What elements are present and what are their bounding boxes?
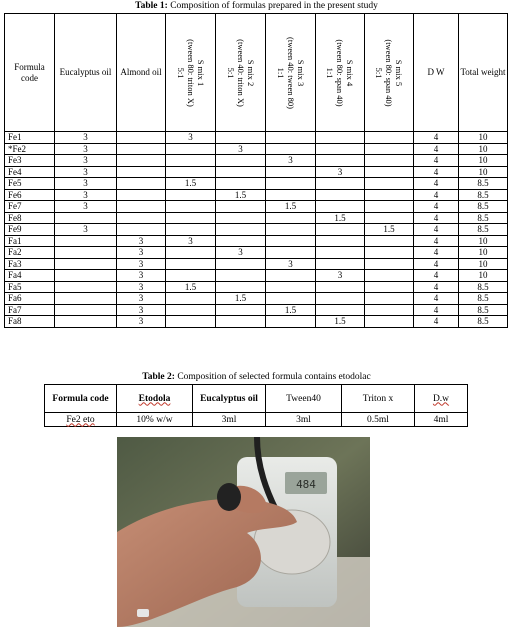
cell-smix1: 3: [166, 132, 216, 144]
table1-caption-text: Composition of formulas prepared in the present study: [167, 1, 378, 11]
header-smix4: [316, 14, 365, 132]
smix4-line1: S mix 4: [345, 59, 355, 86]
table-row: [5, 247, 508, 259]
cell-smix5: [365, 281, 414, 293]
cell-smix2: 1.5: [216, 189, 266, 201]
cell-dw: 4: [414, 189, 459, 201]
cell-smix4: [316, 304, 365, 316]
cell-dw: 4: [414, 235, 459, 247]
cell-smix2: [216, 178, 266, 190]
cell-smix5: [365, 258, 414, 270]
cell-total-weight: 8.5: [459, 304, 508, 316]
table-row: [5, 281, 508, 293]
cell-eucalyptus: [55, 212, 117, 224]
cell-code: Fa4: [5, 270, 55, 282]
cell-smix1: [166, 155, 216, 167]
cell-code: Fa3: [5, 258, 55, 270]
t2-header-formula-code: Formula code: [45, 385, 117, 413]
cell-code: Fe6: [5, 189, 55, 201]
cell-smix2: 1.5: [216, 293, 266, 305]
smix5-line3: 5:1: [374, 67, 384, 78]
cell-almond: 3: [117, 247, 166, 259]
cell-smix3: [266, 143, 316, 155]
cell-almond: 3: [117, 316, 166, 328]
cell-smix1: [166, 247, 216, 259]
cell-smix3: [266, 224, 316, 236]
cell-smix4: [316, 224, 365, 236]
t2-header-eucalyptus-oil: Eucalyptus oil: [193, 385, 266, 413]
cell-dw: 4: [414, 316, 459, 328]
cell-total-weight: 10: [459, 143, 508, 155]
cell-eucalyptus: 3: [55, 132, 117, 144]
cell-smix2: [216, 166, 266, 178]
cell-code: Fe1: [5, 132, 55, 144]
cell-code: Fa5: [5, 281, 55, 293]
table1-caption-label: Table 1:: [135, 1, 168, 11]
cell-total-weight: 10: [459, 235, 508, 247]
cell-eucalyptus: 3: [55, 155, 117, 167]
cell-smix4: [316, 155, 365, 167]
cell-code: Fe5: [5, 178, 55, 190]
t2-cell-eucalyptus: 3ml: [193, 413, 266, 427]
cell-eucalyptus: 3: [55, 166, 117, 178]
cell-smix5: [365, 270, 414, 282]
cell-smix3: 1.5: [266, 304, 316, 316]
cell-total-weight: 8.5: [459, 293, 508, 305]
cell-total-weight: 8.5: [459, 212, 508, 224]
cell-smix3: [266, 316, 316, 328]
cell-smix4: 3: [316, 166, 365, 178]
cell-eucalyptus: [55, 316, 117, 328]
t2-cell-dw: 4ml: [415, 413, 468, 427]
cell-code: *Fe2: [5, 143, 55, 155]
cell-smix5: [365, 143, 414, 155]
cell-smix4: [316, 178, 365, 190]
table-row: [5, 235, 508, 247]
t2-header-etodola: [117, 385, 193, 413]
cell-dw: 4: [414, 132, 459, 144]
table2-header-row: [45, 385, 468, 413]
header-total-weight: Total weight: [459, 14, 508, 132]
cell-smix3: [266, 235, 316, 247]
cell-smix1: [166, 189, 216, 201]
cell-smix3: [266, 293, 316, 305]
table-row: [5, 224, 508, 236]
header-formula-code: Formula code: [5, 14, 55, 132]
smix4-line3: 1:1: [325, 67, 335, 78]
table-row: [5, 258, 508, 270]
table2-caption-label: Table 2:: [142, 372, 175, 382]
cell-almond: 3: [117, 235, 166, 247]
cell-smix5: 1.5: [365, 224, 414, 236]
cell-eucalyptus: 3: [55, 201, 117, 213]
cell-total-weight: 10: [459, 247, 508, 259]
cell-smix3: [266, 189, 316, 201]
table-row: [5, 189, 508, 201]
cell-smix3: 1.5: [266, 201, 316, 213]
cell-smix2: 3: [216, 247, 266, 259]
cell-smix2: [216, 258, 266, 270]
cell-smix4: 1.5: [316, 316, 365, 328]
cell-smix4: [316, 293, 365, 305]
cell-smix5: [365, 201, 414, 213]
cell-almond: [117, 155, 166, 167]
table1-body: [5, 132, 508, 328]
cell-smix1: [166, 166, 216, 178]
cell-smix4: [316, 132, 365, 144]
table-row: [5, 316, 508, 328]
cell-smix2: [216, 201, 266, 213]
t2-dw-label: D.w: [432, 393, 450, 404]
cell-dw: 4: [414, 143, 459, 155]
cell-total-weight: 10: [459, 132, 508, 144]
cell-smix4: [316, 247, 365, 259]
cell-code: Fe8: [5, 212, 55, 224]
meter-display-reading: 484: [296, 478, 316, 491]
smix1-line1: S mix 1: [195, 59, 206, 86]
header-almond-oil: Almond oil: [117, 14, 166, 132]
cell-eucalyptus: 3: [55, 189, 117, 201]
cell-smix5: [365, 155, 414, 167]
t2-header-dw: [415, 385, 468, 413]
cell-smix3: [266, 132, 316, 144]
smix1-line3: 5:1: [175, 67, 186, 78]
cell-smix2: [216, 212, 266, 224]
cell-smix2: [216, 235, 266, 247]
cell-smix3: [266, 281, 316, 293]
table-edge-label: [137, 609, 149, 617]
cell-eucalyptus: [55, 258, 117, 270]
header-smix1: [166, 14, 216, 132]
table-row: [5, 201, 508, 213]
smix3-line1: S mix 3: [295, 59, 306, 86]
cell-dw: 4: [414, 178, 459, 190]
table-row: [5, 155, 508, 167]
cell-dw: 4: [414, 201, 459, 213]
cell-smix5: [365, 235, 414, 247]
selected-formula-table: [44, 384, 468, 427]
cell-smix5: [365, 247, 414, 259]
cell-smix3: 3: [266, 155, 316, 167]
formulas-table: [4, 13, 508, 328]
cell-smix2: [216, 270, 266, 282]
smix2-line3: 5:1: [225, 67, 236, 78]
t2-cell-triton: 0.5ml: [342, 413, 415, 427]
cell-smix3: 3: [266, 258, 316, 270]
header-smix3: [266, 14, 316, 132]
cell-smix5: [365, 293, 414, 305]
table-row: [5, 212, 508, 224]
t2-header-tween40: Tween40: [266, 385, 342, 413]
measurement-photo: [117, 437, 370, 627]
cell-dw: 4: [414, 304, 459, 316]
cell-smix1: 1.5: [166, 281, 216, 293]
cell-smix4: [316, 189, 365, 201]
cell-eucalyptus: [55, 247, 117, 259]
cell-code: Fa1: [5, 235, 55, 247]
cell-code: Fe7: [5, 201, 55, 213]
table-row: [5, 304, 508, 316]
cell-dw: 4: [414, 212, 459, 224]
cell-dw: 4: [414, 258, 459, 270]
table2-caption: [0, 371, 513, 383]
cell-almond: 3: [117, 304, 166, 316]
cell-code: Fe9: [5, 224, 55, 236]
cell-smix5: [365, 178, 414, 190]
header-smix2: [216, 14, 266, 132]
cell-smix1: [166, 258, 216, 270]
cell-smix3: [266, 166, 316, 178]
cell-smix3: [266, 178, 316, 190]
cell-code: Fa8: [5, 316, 55, 328]
table-row: [5, 178, 508, 190]
cell-smix4: 3: [316, 270, 365, 282]
cell-smix5: [365, 166, 414, 178]
cell-almond: 3: [117, 270, 166, 282]
t2-code-value: Fe2 eto: [66, 414, 95, 425]
cell-smix1: [166, 224, 216, 236]
cell-smix5: [365, 189, 414, 201]
cell-smix1: [166, 304, 216, 316]
cell-almond: [117, 132, 166, 144]
cell-eucalyptus: [55, 235, 117, 247]
t2-etodola-label: Etodola: [138, 393, 171, 404]
cell-eucalyptus: [55, 270, 117, 282]
cell-almond: [117, 189, 166, 201]
smix3-line3: 1:1: [275, 67, 286, 78]
header-dw: D W: [414, 14, 459, 132]
cell-almond: 3: [117, 293, 166, 305]
cell-smix4: [316, 281, 365, 293]
cell-code: Fa6: [5, 293, 55, 305]
t2-header-triton: Triton x: [342, 385, 415, 413]
cell-almond: [117, 178, 166, 190]
cell-smix2: [216, 155, 266, 167]
cell-total-weight: 8.5: [459, 281, 508, 293]
cell-almond: [117, 201, 166, 213]
cell-almond: 3: [117, 281, 166, 293]
cell-smix1: 3: [166, 235, 216, 247]
smix3-line2: (tween 40: tween 80): [285, 36, 296, 109]
cell-total-weight: 10: [459, 270, 508, 282]
table-row: [5, 132, 508, 144]
cell-total-weight: 10: [459, 155, 508, 167]
cell-smix4: [316, 258, 365, 270]
cell-smix5: [365, 316, 414, 328]
cell-smix1: [166, 316, 216, 328]
cell-smix2: [216, 316, 266, 328]
cell-smix1: [166, 293, 216, 305]
cell-almond: [117, 166, 166, 178]
cell-smix5: [365, 304, 414, 316]
cell-dw: 4: [414, 224, 459, 236]
cell-smix3: [266, 212, 316, 224]
cell-total-weight: 8.5: [459, 189, 508, 201]
cell-dw: 4: [414, 247, 459, 259]
cell-smix4: [316, 143, 365, 155]
cell-dw: 4: [414, 281, 459, 293]
cell-smix4: [316, 235, 365, 247]
cell-smix4: [316, 201, 365, 213]
cell-total-weight: 8.5: [459, 316, 508, 328]
cell-smix5: [365, 132, 414, 144]
cell-smix1: [166, 270, 216, 282]
cell-smix4: 1.5: [316, 212, 365, 224]
table-row: [5, 270, 508, 282]
table-row: [5, 293, 508, 305]
cell-almond: [117, 212, 166, 224]
cell-eucalyptus: [55, 293, 117, 305]
cell-dw: 4: [414, 166, 459, 178]
cell-smix1: [166, 212, 216, 224]
smix2-line1: S mix 2: [245, 59, 256, 86]
cell-smix2: [216, 224, 266, 236]
cell-smix3: [266, 270, 316, 282]
table2-caption-text: Composition of selected formula contains etodolac: [174, 372, 371, 382]
cell-dw: 4: [414, 293, 459, 305]
cell-code: Fa7: [5, 304, 55, 316]
t2-cell-etodola: 10% w/w: [117, 413, 193, 427]
cell-almond: [117, 143, 166, 155]
table-row: [5, 166, 508, 178]
table-row: [5, 143, 508, 155]
cell-eucalyptus: 3: [55, 224, 117, 236]
table2-data-row: [45, 413, 468, 427]
cell-smix1: [166, 201, 216, 213]
cell-smix2: 3: [216, 143, 266, 155]
cell-almond: 3: [117, 258, 166, 270]
cell-eucalyptus: 3: [55, 178, 117, 190]
cell-eucalyptus: 3: [55, 143, 117, 155]
cell-total-weight: 8.5: [459, 178, 508, 190]
smix2-line2: (tween 40: triton X): [235, 38, 246, 107]
smix5-line2: (tween 80: span 40): [384, 38, 394, 107]
cell-eucalyptus: [55, 281, 117, 293]
cell-smix2: [216, 304, 266, 316]
smix1-line2: (tween 80: triton X): [185, 38, 196, 107]
smix5-line1: S mix 5: [394, 59, 404, 86]
cell-code: Fe4: [5, 166, 55, 178]
table1-header-row: [5, 14, 508, 132]
cell-dw: 4: [414, 155, 459, 167]
cell-dw: 4: [414, 270, 459, 282]
cell-code: Fa2: [5, 247, 55, 259]
cell-smix1: [166, 143, 216, 155]
table1-caption: [0, 0, 513, 12]
cell-smix2: [216, 132, 266, 144]
header-eucalyptus-oil: Eucalyptus oil: [55, 14, 117, 132]
cell-total-weight: 10: [459, 258, 508, 270]
photo-illustration: [117, 437, 370, 627]
cell-almond: [117, 224, 166, 236]
cell-eucalyptus: [55, 304, 117, 316]
cell-smix3: [266, 247, 316, 259]
t2-cell-code: [45, 413, 117, 427]
cell-smix1: 1.5: [166, 178, 216, 190]
cell-total-weight: 10: [459, 166, 508, 178]
t2-cell-tween40: 3ml: [266, 413, 342, 427]
cell-total-weight: 8.5: [459, 224, 508, 236]
cell-code: Fe3: [5, 155, 55, 167]
cell-smix5: [365, 212, 414, 224]
smix4-line2: (tween 80: span 40): [335, 38, 345, 107]
dark-probe: [217, 483, 241, 511]
cell-total-weight: 8.5: [459, 201, 508, 213]
header-smix5: [365, 14, 414, 132]
cell-smix2: [216, 281, 266, 293]
